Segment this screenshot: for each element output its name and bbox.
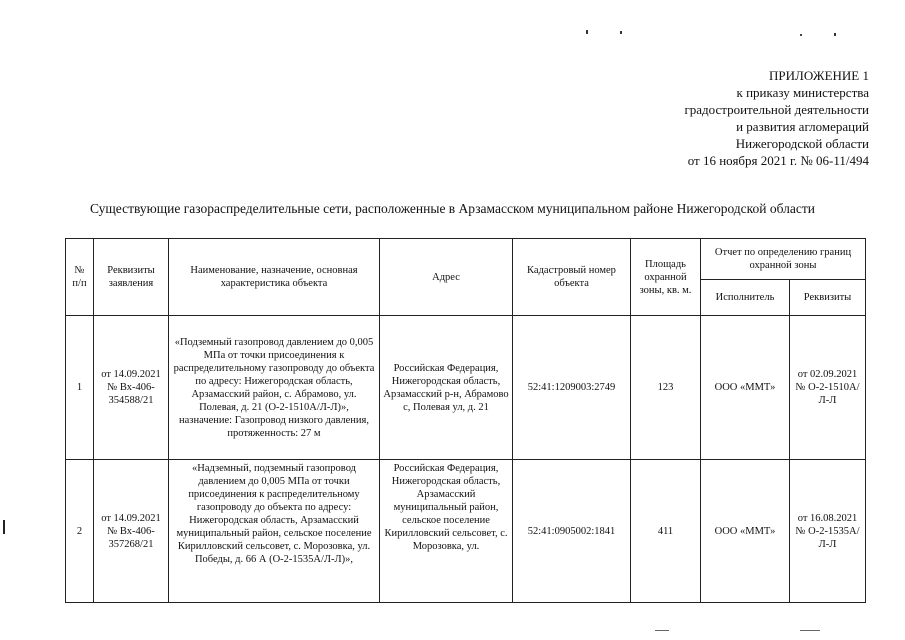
header-num: № п/п	[66, 239, 94, 316]
cell-executor: ООО «ММТ»	[701, 460, 790, 603]
cell-executor: ООО «ММТ»	[701, 316, 790, 460]
cell-cadastral: 52:41:0905002:1841	[513, 460, 631, 603]
header-report: Отчет по определению границ охранной зоны	[701, 239, 866, 280]
appendix-line: от 16 ноября 2021 г. № 06-11/494	[687, 153, 869, 168]
cell-num: 1	[66, 316, 94, 460]
cell-cadastral: 52:41:1209003:2749	[513, 316, 631, 460]
cell-report-requisites: от 16.08.2021 № О-2-1535А/Л-Л	[790, 460, 866, 603]
header-requisites: Реквизиты заявления	[94, 239, 169, 316]
header-name: Наименование, назначение, основная характеристика объекта	[169, 239, 380, 316]
cell-num: 2	[66, 460, 94, 603]
table-row	[66, 316, 866, 460]
scan-edge-mark	[3, 520, 5, 534]
cell-requisites: от 14.09.2021 № Вх-406-354588/21	[94, 316, 169, 460]
appendix-line: ПРИЛОЖЕНИЕ 1	[769, 68, 869, 83]
cell-report-requisites: от 02.09.2021 № О-2-1510А/Л-Л	[790, 316, 866, 460]
appendix-header	[684, 67, 869, 169]
appendix-line: градостроительной деятельности	[684, 102, 869, 117]
cell-address: Российская Федерация, Нижегородская область, Арзамасский р-н, Абрамово с, Полевая ул, д. 21	[380, 316, 513, 460]
header-row	[66, 239, 866, 280]
cell-name: «Подземный газопровод давлением до 0,005 МПа от точки присоединения к распределительному газопроводу до объекта по адресу: Нижегородская область, Арзамасский район, с. Абрамово, ул. Полевая, д. 21 (О-2-1510А/Л-Л)», назначение: Газопровод низкого давления, протяженность: 27 м	[169, 316, 380, 460]
cell-requisites: от 14.09.2021 № Вх-406-357268/21	[94, 460, 169, 603]
header-area: Площадь охранной зоны, кв. м.	[631, 239, 701, 316]
appendix-line: и развития агломераций	[736, 119, 869, 134]
gas-networks-table	[65, 238, 866, 603]
header-cadastral: Кадастровый номер объекта	[513, 239, 631, 316]
cell-area: 411	[631, 460, 701, 603]
header-report-requisites: Реквизиты	[790, 280, 866, 316]
header-executor: Исполнитель	[701, 280, 790, 316]
document-title: Существующие газораспределительные сети, расположенные в Арзамасском муниципальном районе Нижегородской области	[89, 201, 816, 216]
cell-address: Российская Федерация, Нижегородская область, Арзамасский муниципальный район, сельское поселение Кирилловский сельсовет, с. Морозовка, ул.	[380, 460, 513, 603]
cell-area: 123	[631, 316, 701, 460]
table-row	[66, 460, 866, 603]
header-address: Адрес	[380, 239, 513, 316]
cell-name: «Надземный, подземный газопровод давлением до 0,005 МПа от точки присоединения к распределительному газопроводу до объекта по адресу: Нижегородская область, Арзамасский муниципальный район, сельское поселение Кирилловский сельсовет, с. Морозовка, ул. Победы, д. 66 А (О-2-1535А/Л-Л)»,	[169, 460, 380, 603]
appendix-line: Нижегородской области	[735, 136, 869, 151]
appendix-line: к приказу министерства	[736, 85, 869, 100]
